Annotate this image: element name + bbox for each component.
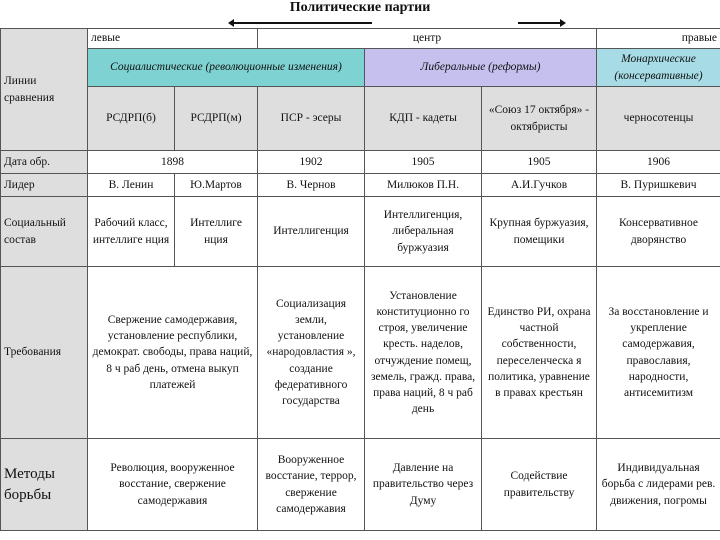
- group-socialist: Социалистические (революционные изменения): [88, 49, 365, 87]
- social-cell: Рабочий класс, интеллиге нция: [88, 197, 175, 267]
- demands-cell: За восстановление и укрепление самодержавия, православия, народности, антисемитизм: [597, 267, 720, 439]
- date-cell: 1905: [365, 151, 482, 174]
- orientation-right: правые: [597, 29, 720, 49]
- party-octobrists: «Союз 17 октября» - октябристы: [482, 87, 597, 151]
- date-cell: 1898: [88, 151, 258, 174]
- social-cell: Крупная буржуазия, помещики: [482, 197, 597, 267]
- row-label-comparison: Линии сравнения: [1, 29, 88, 151]
- orientation-center: центр: [258, 29, 597, 49]
- demands-cell: Единство РИ, охрана частной собственности, переселенческа я политика, уравнение в правах крестьян: [482, 267, 597, 439]
- party-kdp: КДП - кадеты: [365, 87, 482, 151]
- leader-cell: А.И.Гучков: [482, 174, 597, 197]
- party-psr: ПСР - эсеры: [258, 87, 365, 151]
- parties-table: [0, 28, 720, 531]
- social-cell: Интеллигенция, либеральная буржуазия: [365, 197, 482, 267]
- row-label-methods: Методы борьбы: [1, 439, 88, 531]
- leader-cell: В. Ленин: [88, 174, 175, 197]
- date-cell: 1905: [482, 151, 597, 174]
- party-rsdrp-b: РСДРП(б): [88, 87, 175, 151]
- date-cell: 1902: [258, 151, 365, 174]
- demands-cell: Свержение самодержавия, установление республики, демократ. свободы, права наций, 8 ч раб день, отмена выкуп платежей: [88, 267, 258, 439]
- methods-cell: Вооруженное восстание, террор, свержение самодержавия: [258, 439, 365, 531]
- right-arrow-icon: [518, 22, 562, 24]
- party-black-hundreds: черносотенцы: [597, 87, 720, 151]
- row-label-leader: Лидер: [1, 174, 88, 197]
- social-cell: Интеллигенция: [258, 197, 365, 267]
- demands-cell: Установление конституционно го строя, увеличение кресть. наделов, отчуждение помещ, земель, гражд. права, права наций, 8 ч раб день: [365, 267, 482, 439]
- row-label-demands: Требования: [1, 267, 88, 439]
- leader-cell: В. Пуришкевич: [597, 174, 720, 197]
- methods-cell: Давление на правительство через Думу: [365, 439, 482, 531]
- methods-cell: Революция, вооруженное восстание, свержение самодержавия: [88, 439, 258, 531]
- leader-cell: В. Чернов: [258, 174, 365, 197]
- group-liberal: Либеральные (реформы): [365, 49, 597, 87]
- page-title: Политические партии: [289, 0, 431, 15]
- orientation-left: левые: [88, 29, 258, 49]
- methods-cell: Индивидуальная борьба с лидерами рев. движения, погромы: [597, 439, 720, 531]
- methods-cell: Содействие правительству: [482, 439, 597, 531]
- party-rsdrp-m: РСДРП(м): [175, 87, 258, 151]
- social-cell: Консервативное дворянство: [597, 197, 720, 267]
- date-cell: 1906: [597, 151, 720, 174]
- group-monarchist: Монархические (консервативные): [597, 49, 720, 87]
- demands-cell: Социализация земли, установление «народовластия », создание федеративного государства: [258, 267, 365, 439]
- row-label-date: Дата обр.: [1, 151, 88, 174]
- row-label-social: Социальный состав: [1, 197, 88, 267]
- leader-cell: Ю.Мартов: [175, 174, 258, 197]
- social-cell: Интеллиге нция: [175, 197, 258, 267]
- left-arrow-icon: [232, 22, 372, 24]
- leader-cell: Милюков П.Н.: [365, 174, 482, 197]
